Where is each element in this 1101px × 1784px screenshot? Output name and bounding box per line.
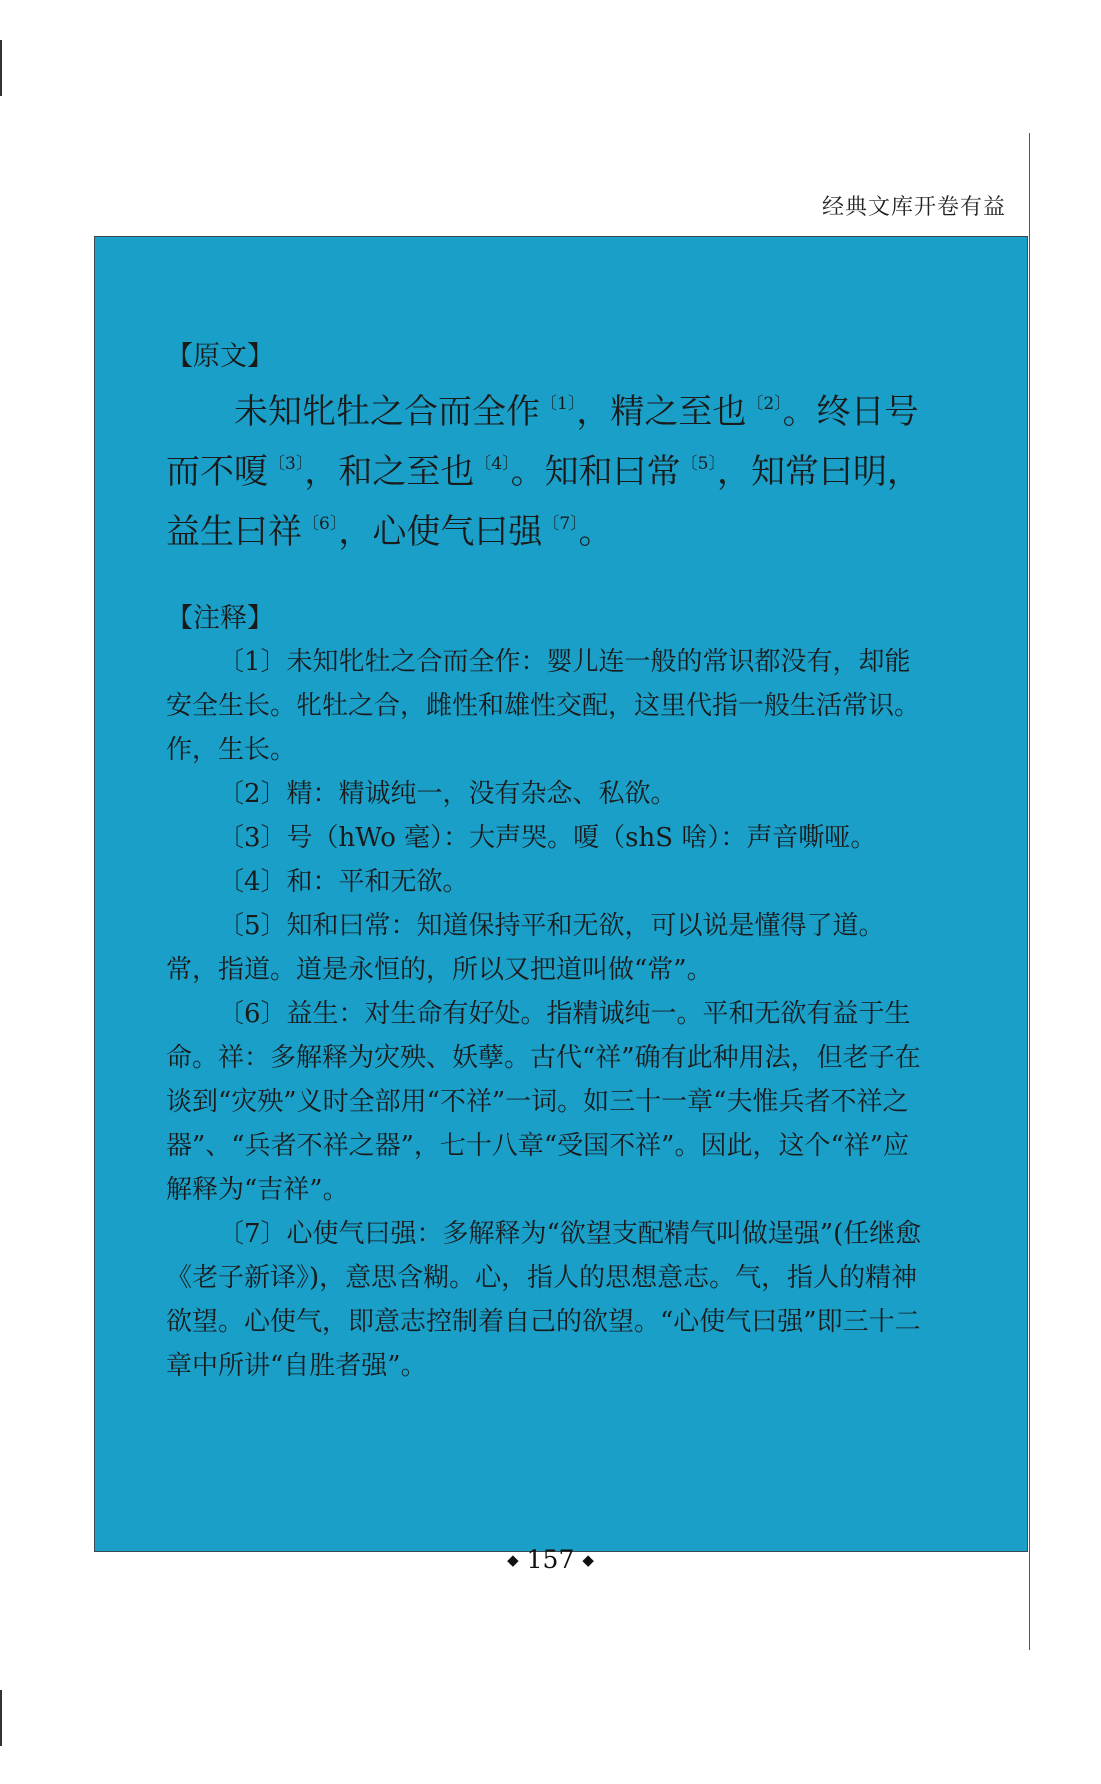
note-reference: 〔1〕 — [540, 394, 577, 414]
page-footer — [0, 1545, 1101, 1574]
original-segment: 未知牝牡之合而全作 — [234, 392, 540, 432]
note-reference: 〔4〕 — [474, 454, 511, 474]
annotation-item: 〔5〕知和曰常：知道保持平和无欲，可以说是懂得了道。常，指道。道是永恒的，所以又把道叫做“常”。 — [166, 911, 885, 985]
note-reference: 〔6〕 — [302, 514, 339, 534]
note-reference: 〔2〕 — [746, 394, 783, 414]
original-paragraph — [166, 378, 926, 558]
crop-mark-bottom — [0, 1690, 2, 1746]
note-reference: 〔3〕 — [268, 454, 305, 474]
diamond-ornament-left: ◆ — [507, 1551, 519, 1569]
annotation-item: 〔6〕益生：对生命有好处。指精诚纯一。平和无欲有益于生命。祥：多解释为灾殃、妖孽。古代“祥”确有此种用法，但老子在谈到“灾殃”义时全部用“不祥”一词。如三十一章“夫惟兵者不祥之器”、“兵者不祥之器”，七十八章“受国不祥”。因此，这个“祥”应解释为“吉祥”。 — [166, 999, 921, 1205]
annotation-item: 〔1〕未知牝牡之合而全作：婴儿连一般的常识都没有，却能安全生长。牝牡之合，雌性和雄性交配，这里代指一般生活常识。作，生长。 — [166, 647, 921, 765]
original-segment: ，知常曰明，益生曰祥 — [166, 452, 921, 552]
annotations — [166, 640, 926, 1388]
crop-mark-top — [0, 40, 2, 96]
annotation-item: 〔2〕精：精诚纯一，没有杂念、私欲。 — [218, 779, 677, 809]
original-segment: ，心使气曰强 — [338, 512, 543, 552]
running-title: 经典文库开卷有益 — [821, 195, 1006, 220]
original-text-label: 【原文】 — [166, 341, 274, 372]
note-reference: 〔7〕 — [542, 514, 579, 534]
note-reference: 〔5〕 — [680, 454, 717, 474]
original-segment: 。终日号而不嗄 — [166, 392, 919, 492]
original-text — [166, 378, 926, 558]
diamond-ornament-right: ◆ — [582, 1551, 594, 1569]
text-block — [166, 338, 926, 1388]
annotation-item: 〔7〕心使气曰强：多解释为“欲望支配精气叫做逞强”(任继愈《老子新译》)，意思含糊。心，指人的思想意志。气，指人的精神欲望。心使气，即意志控制着自己的欲望。“心使气曰强”即三十二章中所讲“自胜者强”。 — [166, 1219, 922, 1381]
original-segment: 。知和曰常 — [510, 452, 681, 492]
annotations-label: 【注释】 — [166, 603, 274, 634]
annotation-item: 〔4〕和：平和无欲。 — [218, 867, 469, 897]
margin-rule — [1029, 133, 1030, 1650]
original-segment: 。 — [578, 512, 613, 552]
original-segment: ，精之至也 — [576, 392, 747, 432]
annotation-item: 〔3〕号（hWo 毫）：大声哭。嗄（shS 啥）：声音嘶哑。 — [218, 823, 877, 853]
original-segment: ，和之至也 — [304, 452, 475, 492]
page-number: 157 — [526, 1545, 575, 1574]
